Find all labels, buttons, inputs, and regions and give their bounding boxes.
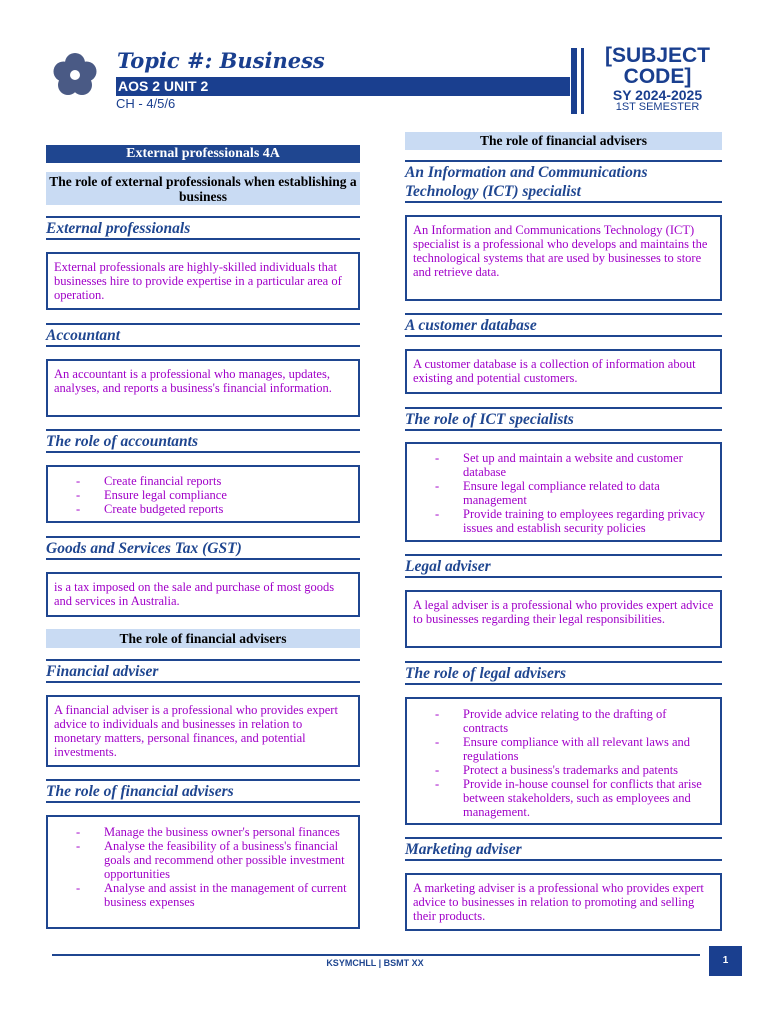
unit-label: AOS 2 UNIT 2 (118, 78, 209, 94)
section-heading: Goods and Services Tax (GST) (46, 536, 360, 560)
section-banner: External professionals 4A (46, 145, 360, 163)
footer-rule (52, 954, 700, 956)
flower-icon (52, 52, 98, 98)
section-heading: The role of ICT specialists (405, 407, 722, 431)
list-item: - Create financial reports (98, 474, 352, 488)
list-item: - Ensure compliance with all relevant laws and regulations (457, 735, 714, 763)
content-box: An Information and Communications Technology (ICT) specialist is a professional who develops and maintains the technological systems that are used by businesses to store and retrieve data. (405, 215, 722, 301)
list-item: - Provide advice relating to the drafting of contracts (457, 707, 714, 735)
chapter-label: CH - 4/5/6 (116, 96, 176, 111)
content-box: A legal adviser is a professional who provides expert advice to businesses regarding their legal responsibilities. (405, 590, 722, 648)
section-heading: Financial adviser (46, 659, 360, 683)
section-heading: Marketing adviser (405, 837, 722, 861)
list-item: - Analyse the feasibility of a business's financial goals and recommend other possible investment opportunities (98, 839, 352, 881)
list-box (46, 465, 360, 523)
semester-label: 1ST SEMESTER (615, 101, 700, 113)
header-divider (571, 48, 577, 114)
content-box: An accountant is a professional who manages, updates, analyses, and reports a business's financial information. (46, 359, 360, 417)
list-item: - Ensure legal compliance related to data management (457, 479, 714, 507)
section-heading: An Information and Communications Technology (ICT) specialist (405, 160, 722, 203)
section-heading: External professionals (46, 216, 360, 240)
content-box: A financial adviser is a professional who provides expert advice to individuals and businesses in relation to monetary matters, personal finances, and potential investments. (46, 695, 360, 767)
page-number: 1 (709, 946, 742, 976)
section-heading: A customer database (405, 313, 722, 337)
list-item: - Ensure legal compliance (98, 488, 352, 502)
list-item: - Provide training to employees regarding privacy issues and establish security policies (457, 507, 714, 535)
section-subbanner: The role of external professionals when establishing a business (46, 172, 360, 205)
section-heading: The role of legal advisers (405, 661, 722, 685)
list-item: - Manage the business owner's personal finances (98, 825, 352, 839)
page-title: Topic #: Business (117, 48, 325, 73)
school-year: SY 2024-2025 (612, 87, 703, 103)
list-item: - Protect a business's trademarks and patents (457, 763, 714, 777)
section-heading: Accountant (46, 323, 360, 347)
content-box: A marketing adviser is a professional who provides expert advice to businesses in relation to promoting and selling their products. (405, 873, 722, 931)
subject-code: [SUBJECT CODE] (604, 44, 710, 88)
content-box: A customer database is a collection of information about existing and potential customers. (405, 349, 722, 394)
list-item: - Create budgeted reports (98, 502, 352, 516)
list-box (46, 815, 360, 929)
list-box (405, 697, 722, 825)
list-item: - Set up and maintain a website and customer database (457, 451, 714, 479)
list-item: - Analyse and assist in the management of current business expenses (98, 881, 352, 909)
footer-text: KSYMCHLL | BSMT XX (326, 958, 424, 968)
section-subbanner: The role of financial advisers (405, 132, 722, 150)
section-heading: The role of accountants (46, 429, 360, 453)
section-heading: The role of financial advisers (46, 779, 360, 803)
header-divider-thin (581, 48, 584, 114)
content-box: External professionals are highly-skilled individuals that businesses hire to provide expertise in a particular area of operation. (46, 252, 360, 310)
content-box: is a tax imposed on the sale and purchase of most goods and services in Australia. (46, 572, 360, 617)
section-heading: Legal adviser (405, 554, 722, 578)
list-item: - Provide in-house counsel for conflicts that arise between stakeholders, such as employees and management. (457, 777, 714, 819)
section-subbanner: The role of financial advisers (46, 629, 360, 648)
list-box (405, 442, 722, 542)
